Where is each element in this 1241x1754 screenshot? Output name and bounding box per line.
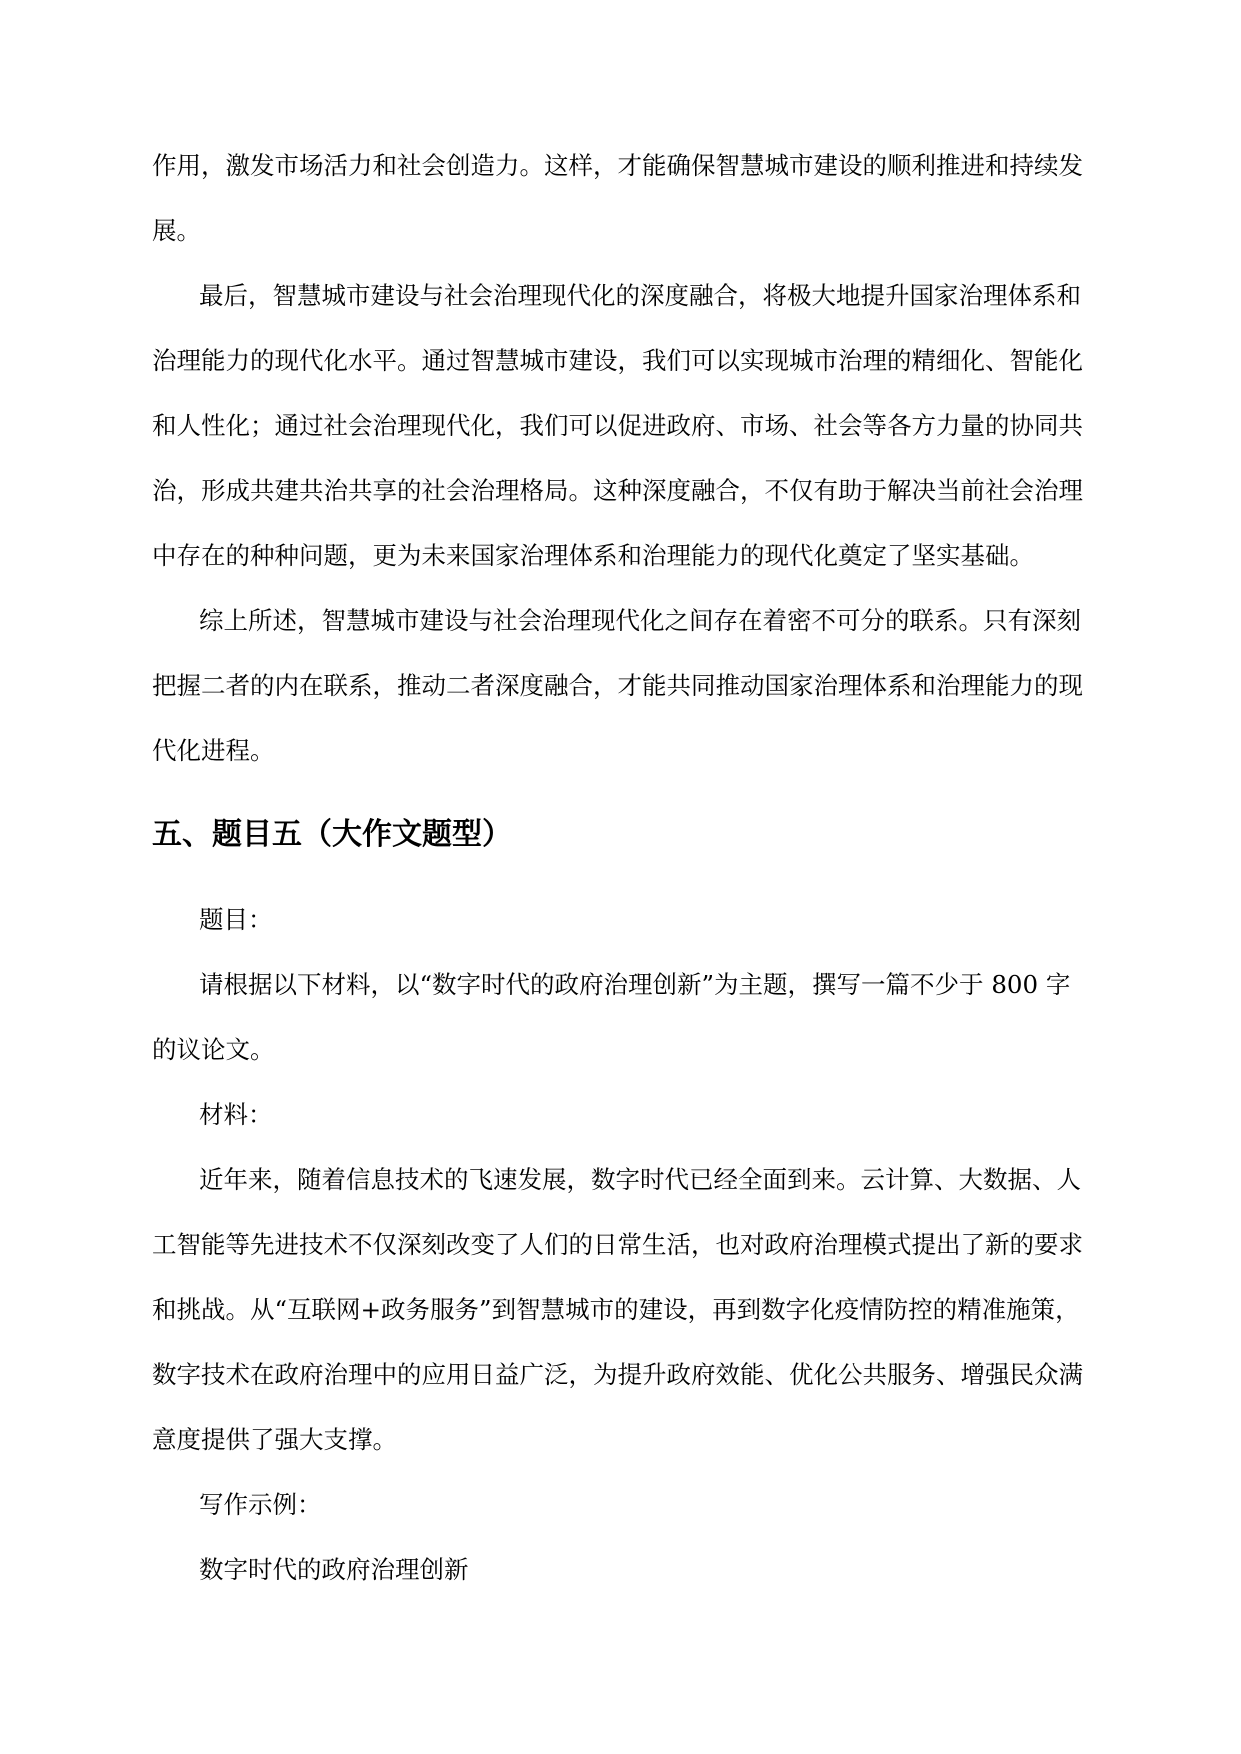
paragraph-line: 作用，激发市场活力和社会创造力。这样，才能确保智慧城市建设的顺利推进和持续发 (152, 151, 1083, 180)
paragraph-line: 请根据以下材料，以“数字时代的政府治理创新”为主题，撰写一篇不少于 800 字 (199, 970, 1071, 999)
paragraph-line: 中存在的种种问题，更为未来国家治理体系和治理能力的现代化奠定了坚实基础。 (152, 541, 1034, 570)
paragraph-line: 数字时代的政府治理创新 (199, 1555, 469, 1584)
paragraph-line: 近年来，随着信息技术的飞速发展，数字时代已经全面到来。云计算、大数据、人 (199, 1165, 1081, 1194)
paragraph-line: 意度提供了强大支撑。 (152, 1425, 397, 1454)
paragraph-line: 材料： (199, 1100, 273, 1129)
paragraph-line: 治，形成共建共治共享的社会治理格局。这种深度融合，不仅有助于解决当前社会治理 (152, 476, 1083, 505)
paragraph-line: 写作示例： (199, 1490, 322, 1519)
section-heading: 五、题目五（大作文题型） (152, 817, 512, 852)
paragraph-line: 的议论文。 (152, 1035, 275, 1064)
paragraph-line: 和挑战。从“互联网+政务服务”到智慧城市的建设，再到数字化疫情防控的精准施策， (152, 1295, 1080, 1324)
paragraph-line: 代化进程。 (152, 736, 275, 765)
paragraph-line: 综上所述，智慧城市建设与社会治理现代化之间存在着密不可分的联系。只有深刻 (199, 606, 1081, 635)
paragraph-line: 和人性化；通过社会治理现代化，我们可以促进政府、市场、社会等各方力量的协同共 (152, 411, 1083, 440)
paragraph-line: 展。 (152, 216, 201, 245)
paragraph-line: 数字技术在政府治理中的应用日益广泛，为提升政府效能、优化公共服务、增强民众满 (152, 1360, 1083, 1389)
paragraph-line: 治理能力的现代化水平。通过智慧城市建设，我们可以实现城市治理的精细化、智能化 (152, 346, 1083, 375)
paragraph-line: 题目： (199, 905, 273, 934)
paragraph-line: 工智能等先进技术不仅深刻改变了人们的日常生活，也对政府治理模式提出了新的要求 (152, 1230, 1083, 1259)
paragraph-line: 最后，智慧城市建设与社会治理现代化的深度融合，将极大地提升国家治理体系和 (199, 281, 1081, 310)
paragraph-line: 把握二者的内在联系，推动二者深度融合，才能共同推动国家治理体系和治理能力的现 (152, 671, 1083, 700)
